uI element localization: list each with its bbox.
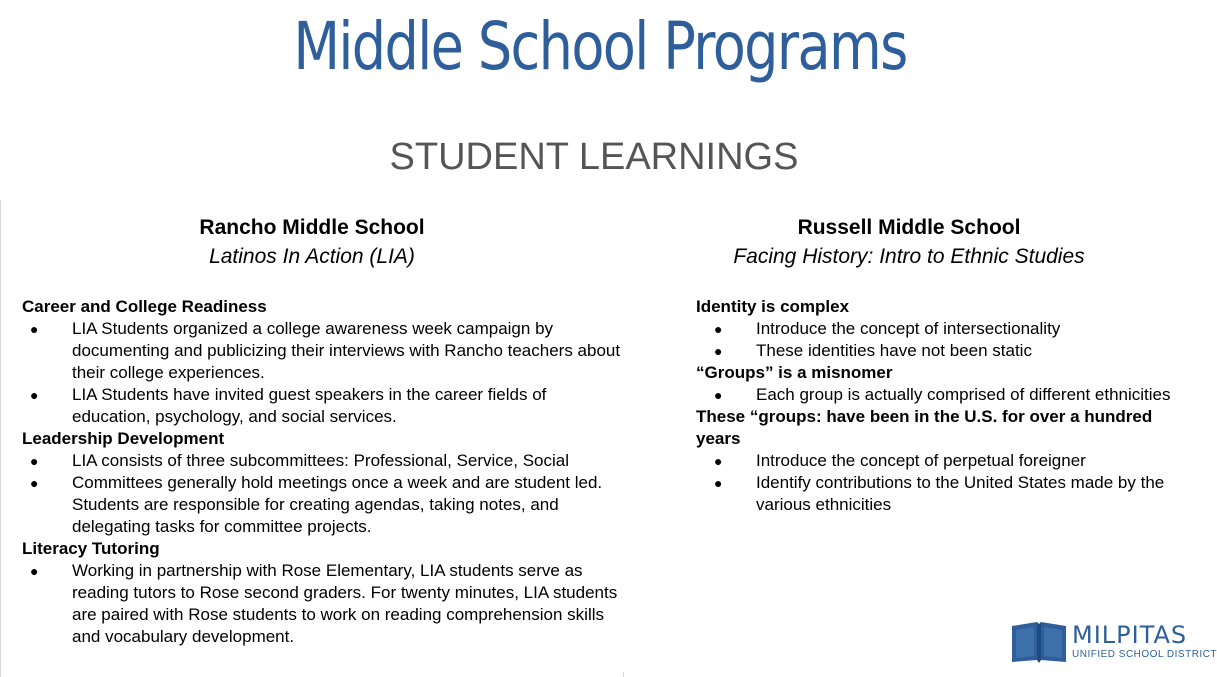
bullet-list [22,560,622,648]
bullet-icon: ● [714,475,723,491]
bullet-list [22,450,622,538]
list-item-text: Committees generally hold meetings once a week and are student led. Students are responsible for creating agendas, taking notes, and delegating tasks for committee projects. [72,473,603,536]
list-item [22,472,622,538]
section-heading: “Groups” is a misnomer [696,363,893,382]
bullet-list [696,384,1186,406]
bullet-icon: ● [30,475,39,491]
open-book-icon [1010,618,1068,664]
bullet-icon: ● [714,453,723,469]
list-item [22,450,622,472]
bullet-list [22,318,622,428]
list-item-text: LIA Students organized a college awareness week campaign by documenting and publicizing their interviews with Rancho teachers about their college experiences. [72,319,621,382]
bullet-icon: ● [714,387,723,403]
list-item [22,560,622,648]
rancho-column [22,213,622,648]
list-item [696,472,1186,516]
bullet-icon: ● [30,563,39,579]
list-item-text: LIA consists of three subcommittees: Professional, Service, Social [72,451,570,470]
list-item-text: Working in partnership with Rose Elementary, LIA students serve as reading tutors to Rose second graders. For twenty minutes, LIA students are paired with Rose students to work on reading comprehension skills and vocabulary development. [72,561,618,646]
page-subtitle: STUDENT LEARNINGS [389,136,799,178]
section-heading: Career and College Readiness [22,297,267,316]
slide-edge-divider [623,672,624,677]
bullet-list [696,318,1186,362]
school-name: Rancho Middle School [199,216,425,239]
district-logo [1010,618,1217,666]
bullet-icon: ● [714,343,723,359]
list-item [696,384,1186,406]
bullet-icon: ● [714,321,723,337]
bullet-icon: ● [30,387,39,403]
russell-column [696,213,1186,516]
logo-tagline: UNIFIED SCHOOL DISTRICT [1072,649,1217,660]
section-heading: These “groups: have been in the U.S. for over a hundred years [696,407,1153,448]
program-name: Facing History: Intro to Ethnic Studies [733,245,1085,268]
list-item [22,318,622,384]
list-item-text: Each group is actually comprised of different ethnicities [756,385,1171,404]
list-item-text: These identities have not been static [756,341,1032,360]
bullet-icon: ● [30,321,39,337]
section-heading: Identity is complex [696,297,850,316]
bullet-icon: ● [30,453,39,469]
section-heading: Leadership Development [22,429,225,448]
list-item-text: Introduce the concept of intersectionality [756,319,1061,338]
list-item [696,340,1186,362]
school-name: Russell Middle School [797,216,1021,239]
list-item [696,450,1186,472]
bullet-list [696,450,1186,516]
logo-name: MILPITAS [1072,621,1188,649]
list-item [696,318,1186,340]
section-heading: Literacy Tutoring [22,539,160,558]
program-name: Latinos In Action (LIA) [209,245,415,268]
list-item [22,384,622,428]
page-title: Middle School Programs [293,8,907,85]
list-item-text: Introduce the concept of perpetual foreigner [756,451,1086,470]
slide-edge-left [0,200,1,677]
list-item-text: LIA Students have invited guest speakers in the career fields of education, psychology, and social services. [72,385,547,426]
list-item-text: Identify contributions to the United States made by the various ethnicities [756,473,1165,514]
